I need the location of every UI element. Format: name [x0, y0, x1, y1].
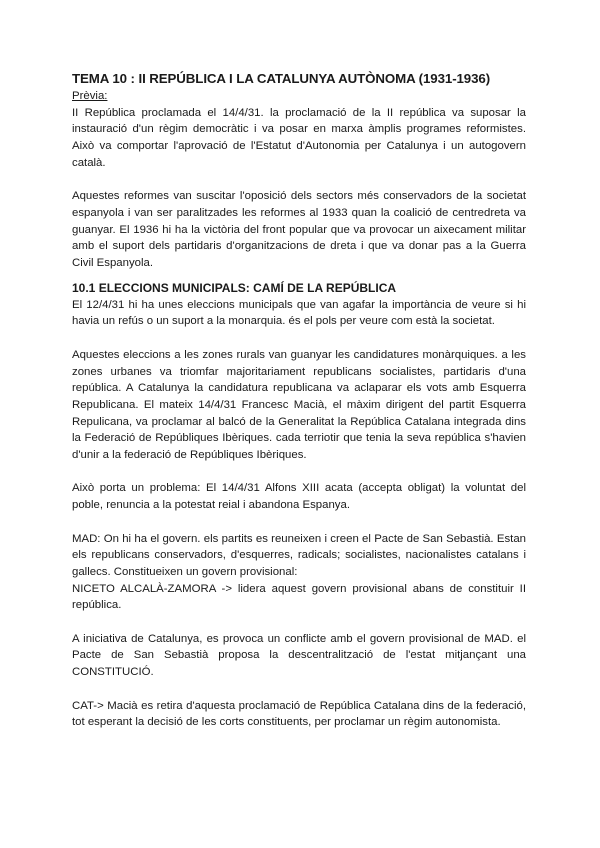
document-title: TEMA 10 : II REPÚBLICA I LA CATALUNYA AUTÒNOMA (1931-1936): [72, 71, 491, 86]
section-title: 10.1 ELECCIONS MUNICIPALS: CAMÍ DE LA REPÚBLICA: [72, 280, 397, 295]
paragraph-initiative: A iniciativa de Catalunya, es provoca un conflicte amb el govern provisional de MAD. el Pacte de San Sebastià proposa la descentralització de l'estat mitjançant una CONSTITUCIÓ.: [72, 632, 526, 679]
paragraph-cat: CAT-> Macià es retira d'aquesta proclamació de República Catalana dins de la federació, tot esperant la decisió de les corts constituents, per proclamar un règim autonomista.: [72, 699, 526, 729]
paragraph-mad: MAD: On hi ha el govern. els partits es reuneixen i creen el Pacte de San Sebastià. Estan els republicans conservadors, d'esquerres, radicals; socialistes, nacionalistes catalans i gallecs. Constitueixen un govern provisional:: [72, 532, 526, 578]
document-page: [72, 70, 526, 731]
paragraph-niceto: NICETO ALCALÀ-ZAMORA -> lidera aquest govern provisional abans de constituir II república.: [72, 582, 526, 612]
paragraph-problem: Això porta un problema: El 14/4/31 Alfons XIII acata (accepta obligat) la voluntat del poble, renuncia a la potestat reial i abandona Espanya.: [72, 482, 526, 512]
previa-label: Prèvia:: [72, 90, 108, 102]
paragraph-results: Aquestes eleccions a les zones rurals van guanyar les candidatures monàrquiques. a les zones urbanes va triomfar majoritariament republicans socialistes, partidaris d'una república. A Catalunya la candidatura republicana va aclaparar els vots amb Esquerra Republicana. El mateix 14/4/31 Francesc Macià, el màxim dirigent del partit Esquerra Repulicana, va proclamar al balcó de la Generalitat la República Catalana integrada dins la Federació de Repúbliques Ibèriques. cada terriotir que tenia la seva república s'havien d'unir a la federació de Repúbliques Ibèriques.: [72, 348, 526, 462]
paragraph-elections: El 12/4/31 hi ha unes eleccions municipals que van agafar la importància de veure si hi havia un refús o un suport a la monarquia. és el pols per veure com està la societat.: [72, 298, 526, 328]
paragraph-reforms: Aquestes reformes van suscitar l'oposició dels sectors més conservadors de la societat espanyola i van ser paralitzades les reformes al 1933 quan la coalició de centredreta va guanyar. El 1936 hi ha la victòria del front popular que va provocar un aixecament militar amb el suport dels partidaris d'organitzacions de dreta i que va donar pas a la Guerra Civil Espanyola.: [72, 190, 526, 270]
paragraph-intro: II República proclamada el 14/4/31. la proclamació de la II república va suposar la instauració d'un règim democràtic i va posar en marxa àmplis programes reformistes. Això va comportar l'aprovació de l'Estatut d'Autonomia per Catalunya i un autogovern català.: [72, 106, 526, 169]
